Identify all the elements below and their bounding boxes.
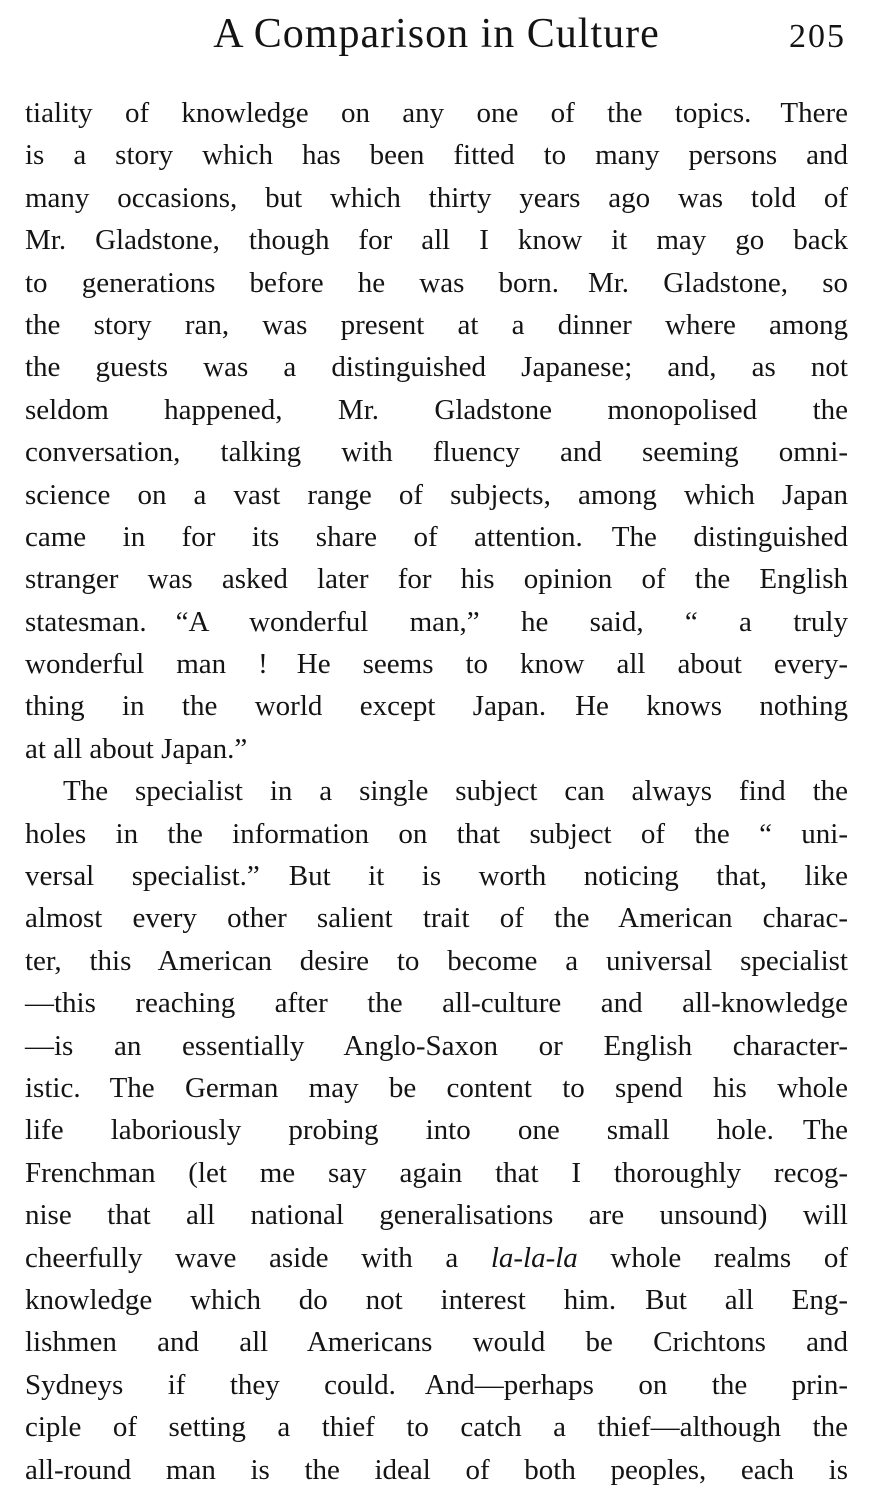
text-line [25, 262, 848, 304]
text-segment: came in for its share of attention. The distinguished [25, 520, 848, 553]
text-segment: istic. The German may be content to spend his whole [25, 1071, 848, 1104]
text-segment: —this reaching after the all-culture and all-knowledge [25, 987, 848, 1020]
text-line [25, 389, 848, 431]
text-line [25, 982, 848, 1024]
text-segment: the story ran, was present at a dinner where among [25, 308, 848, 341]
text-segment: stranger was asked later for his opinion of the English [25, 563, 848, 596]
text-segment: to generations before he was born. Mr. Gladstone, so [25, 266, 848, 299]
text-line [25, 134, 848, 176]
text-line [25, 643, 848, 685]
text-line [25, 219, 848, 261]
paragraph [25, 92, 848, 770]
text-line [25, 1321, 848, 1363]
text-line [25, 177, 848, 219]
text-line [25, 601, 848, 643]
text-line [25, 1364, 848, 1406]
text-segment: knowledge which do not interest him. But all Eng- [25, 1283, 848, 1316]
text-line [25, 940, 848, 982]
page-number: 205 [789, 18, 846, 55]
italic-text: la-la-la [490, 1241, 578, 1274]
text-segment: ciple of setting a thief to catch a thief—although the [25, 1411, 848, 1444]
text-segment: seldom happened, Mr. Gladstone monopolised the [25, 393, 848, 426]
text-segment: Sydneys if they could. And—perhaps on the prin- [25, 1368, 848, 1401]
text-segment: cheerfully wave aside with a [25, 1241, 491, 1274]
text-segment: nise that all national generalisations are unsound) will [25, 1199, 848, 1232]
text-line [25, 1237, 848, 1279]
text-line [25, 728, 848, 770]
text-line [25, 813, 848, 855]
text-segment: statesman. “A wonderful man,” he said, “ a truly [25, 605, 848, 638]
text-segment: Mr. Gladstone, though for all I know it may go back [25, 224, 848, 257]
text-segment: many occasions, but which thirty years ago was told of [25, 181, 848, 214]
text-line [25, 346, 848, 388]
text-line [25, 1025, 848, 1067]
text-line [25, 474, 848, 516]
text-segment: is a story which has been fitted to many persons and [25, 139, 848, 172]
text-line [25, 1152, 848, 1194]
text-segment: at all about Japan.” [25, 732, 248, 765]
text-line [25, 1194, 848, 1236]
text-segment: conversation, talking with fluency and seeming omni- [25, 436, 848, 469]
text-line [25, 431, 848, 473]
page-header [0, 0, 872, 92]
text-line [25, 1279, 848, 1321]
text-segment: science on a vast range of subjects, among which Japan [25, 478, 848, 511]
text-segment: all-round man is the ideal of both peoples, each is [25, 1453, 848, 1486]
running-title: A Comparison in Culture [213, 11, 660, 57]
text-line [25, 897, 848, 939]
text-line [25, 1109, 848, 1151]
text-segment: —is an essentially Anglo-Saxon or English character- [25, 1029, 848, 1062]
text-line [25, 92, 848, 134]
text-segment: the guests was a distinguished Japanese; and, as not [25, 351, 848, 384]
text-line [25, 1449, 848, 1491]
text-segment: ter, this American desire to become a universal specialist [25, 944, 848, 977]
paragraph [25, 770, 848, 1491]
text-line [25, 516, 848, 558]
text-segment: tiality of knowledge on any one of the topics. There [25, 97, 848, 129]
text-segment: whole realms of [577, 1241, 848, 1274]
text-segment: Frenchman (let me say again that I thoroughly recog- [25, 1156, 848, 1189]
text-segment: The specialist in a single subject can always find the [63, 775, 848, 808]
text-segment: wonderful man ! He seems to know all about every- [25, 648, 848, 681]
text-segment: life laboriously probing into one small hole. The [25, 1114, 848, 1147]
page-body [0, 92, 872, 1491]
text-line [25, 1067, 848, 1109]
text-segment: almost every other salient trait of the American charac- [25, 902, 848, 935]
text-line [25, 855, 848, 897]
text-segment: lishmen and all Americans would be Crichtons and [25, 1326, 848, 1359]
text-segment: holes in the information on that subject of the “ uni- [25, 817, 848, 850]
text-line [25, 558, 848, 600]
text-line [25, 685, 848, 727]
text-segment: thing in the world except Japan. He knows nothing [25, 690, 848, 723]
text-segment: versal specialist.” But it is worth noticing that, like [25, 860, 848, 893]
text-line [25, 770, 848, 812]
text-line [25, 1406, 848, 1448]
text-line [25, 304, 848, 346]
